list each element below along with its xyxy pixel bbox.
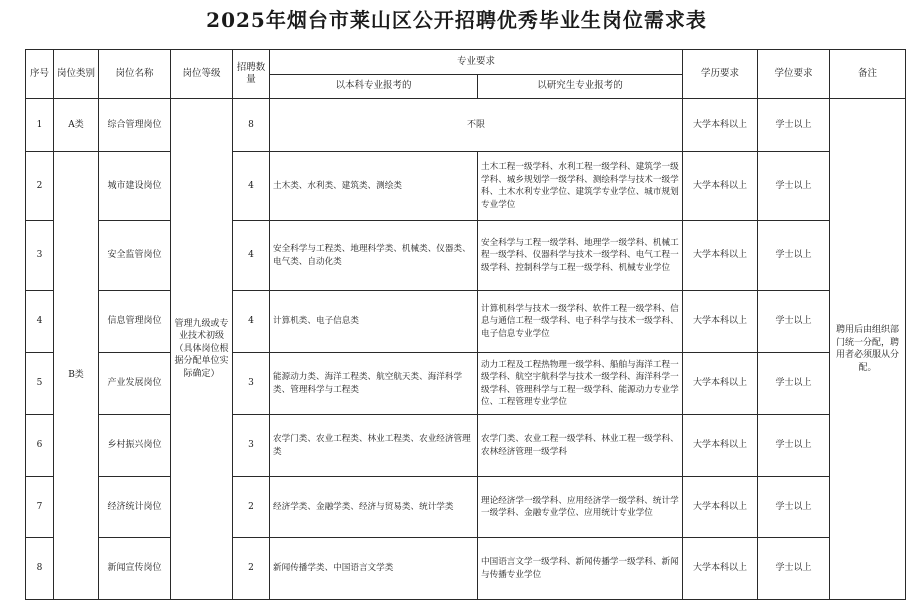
row-degree: 学士以上 xyxy=(758,538,830,600)
row-undergrad: 安全科学与工程类、地理科学类、机械类、仪器类、电气类、自动化类 xyxy=(270,221,478,291)
row-seq: 1 xyxy=(26,99,54,152)
category-b-cell: B类 xyxy=(54,152,99,600)
row-education: 大学本科以上 xyxy=(683,353,758,415)
header-category: 岗位类别 xyxy=(54,50,99,99)
row-name: 综合管理岗位 xyxy=(99,99,171,152)
table-row xyxy=(26,415,906,477)
note-cell: 聘用后由组织部门统一分配，聘用者必须服从分配。 xyxy=(830,99,906,600)
row-seq: 6 xyxy=(26,415,54,477)
row-quota: 4 xyxy=(233,152,270,221)
row-quota: 2 xyxy=(233,477,270,538)
row-seq: 8 xyxy=(26,538,54,600)
row-name: 城市建设岗位 xyxy=(99,152,171,221)
row-undergrad: 农学门类、农业工程类、林业工程类、农业经济管理类 xyxy=(270,415,478,477)
table-row xyxy=(26,152,906,221)
header-major-group: 专业要求 xyxy=(270,50,683,75)
table-row xyxy=(26,538,906,600)
header-seq: 序号 xyxy=(26,50,54,99)
row-degree: 学士以上 xyxy=(758,291,830,353)
row-seq: 5 xyxy=(26,353,54,415)
row-quota: 4 xyxy=(233,291,270,353)
row-name: 安全监管岗位 xyxy=(99,221,171,291)
page-title: 2025年烟台市莱山区公开招聘优秀毕业生岗位需求表 xyxy=(206,8,707,32)
table-row xyxy=(26,477,906,538)
header-quota: 招聘数量 xyxy=(233,50,270,99)
row-quota: 8 xyxy=(233,99,270,152)
table-row xyxy=(26,291,906,353)
row-education: 大学本科以上 xyxy=(683,221,758,291)
row-undergrad: 新闻传播学类、中国语言文学类 xyxy=(270,538,478,600)
row-degree: 学士以上 xyxy=(758,152,830,221)
row-education: 大学本科以上 xyxy=(683,538,758,600)
row-graduate: 理论经济学一级学科、应用经济学一级学科、统计学一级学科、金融专业学位、应用统计专业学位 xyxy=(478,477,683,538)
header-education: 学历要求 xyxy=(683,50,758,99)
row-education: 大学本科以上 xyxy=(683,291,758,353)
header-graduate: 以研究生专业报考的 xyxy=(478,75,683,99)
header-row-1 xyxy=(26,50,906,75)
row-graduate: 安全科学与工程一级学科、地理学一级学科、机械工程一级学科、仪器科学与技术一级学科、电气工程一级学科、控制科学与工程一级学科、机械专业学位 xyxy=(478,221,683,291)
row-quota: 3 xyxy=(233,353,270,415)
row-name: 新闻宣传岗位 xyxy=(99,538,171,600)
row-degree: 学士以上 xyxy=(758,477,830,538)
row-graduate: 动力工程及工程热物理一级学科、船舶与海洋工程一级学科、航空宇航科学与技术一级学科、海洋科学一级学科、管理科学与工程一级学科、能源动力专业学位、工程管理专业学位 xyxy=(478,353,683,415)
table-row xyxy=(26,353,906,415)
row-seq: 3 xyxy=(26,221,54,291)
row-major-unrestricted: 不限 xyxy=(270,99,683,152)
header-level: 岗位等级 xyxy=(171,50,233,99)
row-quota: 4 xyxy=(233,221,270,291)
row-name: 产业发展岗位 xyxy=(99,353,171,415)
row-education: 大学本科以上 xyxy=(683,415,758,477)
row-seq: 4 xyxy=(26,291,54,353)
row-seq: 2 xyxy=(26,152,54,221)
level-cell: 管理九级或专业技术初级（具体岗位根据分配单位实际确定） xyxy=(171,99,233,600)
row-graduate: 计算机科学与技术一级学科、软件工程一级学科、信息与通信工程一级学科、电子科学与技术一级学科、电子信息专业学位 xyxy=(478,291,683,353)
row-quota: 3 xyxy=(233,415,270,477)
row-quota: 2 xyxy=(233,538,270,600)
job-requirements-table xyxy=(25,49,906,600)
header-name: 岗位名称 xyxy=(99,50,171,99)
row-name: 乡村振兴岗位 xyxy=(99,415,171,477)
row-degree: 学士以上 xyxy=(758,415,830,477)
row-degree: 学士以上 xyxy=(758,99,830,152)
category-a-cell: A类 xyxy=(54,99,99,152)
row-degree: 学士以上 xyxy=(758,353,830,415)
row-seq: 7 xyxy=(26,477,54,538)
header-undergrad: 以本科专业报考的 xyxy=(270,75,478,99)
row-graduate: 农学门类、农业工程一级学科、林业工程一级学科、农林经济管理一级学科 xyxy=(478,415,683,477)
row-graduate: 土木工程一级学科、水利工程一级学科、建筑学一级学科、城乡规划学一级学科、测绘科学与技术一级学科、土木水利专业学位、建筑学专业学位、城市规划专业学位 xyxy=(478,152,683,221)
row-graduate: 中国语言文学一级学科、新闻传播学一级学科、新闻与传播专业学位 xyxy=(478,538,683,600)
row-undergrad: 能源动力类、海洋工程类、航空航天类、海洋科学类、管理科学与工程类 xyxy=(270,353,478,415)
header-note: 备注 xyxy=(830,50,906,99)
row-education: 大学本科以上 xyxy=(683,477,758,538)
row-name: 信息管理岗位 xyxy=(99,291,171,353)
row-degree: 学士以上 xyxy=(758,221,830,291)
row-undergrad: 计算机类、电子信息类 xyxy=(270,291,478,353)
row-name: 经济统计岗位 xyxy=(99,477,171,538)
table-row xyxy=(26,99,906,152)
row-education: 大学本科以上 xyxy=(683,152,758,221)
header-degree: 学位要求 xyxy=(758,50,830,99)
row-undergrad: 土木类、水利类、建筑类、测绘类 xyxy=(270,152,478,221)
row-undergrad: 经济学类、金融学类、经济与贸易类、统计学类 xyxy=(270,477,478,538)
row-education: 大学本科以上 xyxy=(683,99,758,152)
table-row xyxy=(26,221,906,291)
